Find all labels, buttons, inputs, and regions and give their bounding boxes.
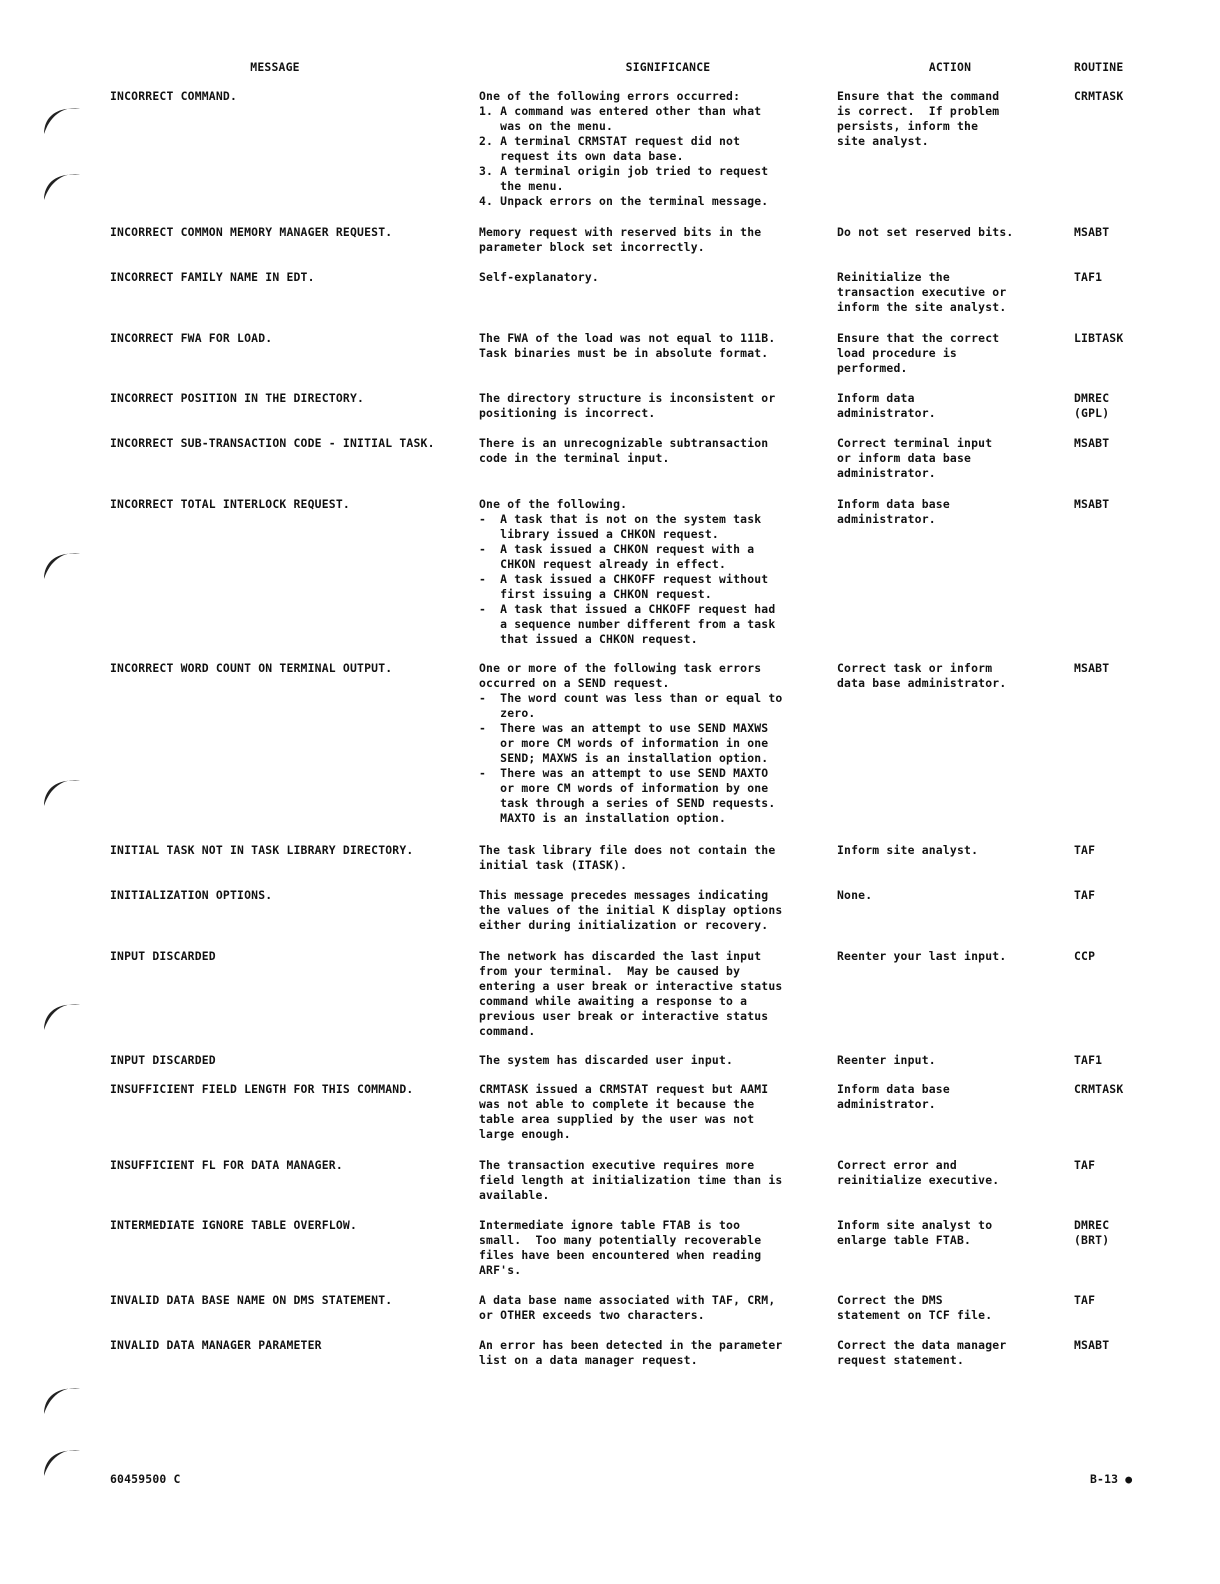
message-cell: INCORRECT POSITION IN THE DIRECTORY. [110,391,365,405]
action-cell: Correct task or inform data base administrator. [837,661,1007,690]
routine-cell: DMREC (GPL) [1074,391,1110,420]
routine-cell: TAF [1074,1158,1096,1172]
action-cell: Correct terminal input or inform data base administrator. [837,436,993,480]
action-cell: Correct the data manager request statement. [837,1338,1007,1367]
action-cell: Reenter input. [837,1053,936,1067]
routine-cell: MSABT [1074,225,1110,239]
message-cell: INCORRECT COMMON MEMORY MANAGER REQUEST. [110,225,393,239]
routine-cell: MSABT [1074,497,1110,511]
message-cell: INITIALIZATION OPTIONS. [110,888,273,902]
header-action: ACTION [928,60,972,74]
message-cell: INITIAL TASK NOT IN TASK LIBRARY DIRECTORY. [110,843,414,857]
significance-cell: The task library file does not contain the initial task (ITASK). [479,843,776,872]
punch-hole-mark-icon [40,1442,82,1480]
significance-cell: Memory request with reserved bits in the parameter block set incorrectly. [479,225,762,254]
significance-cell: The network has discarded the last input from your terminal. May be caused by entering a user break or interactive status command while awaiting a response to a previous user break or interactive status command. [479,949,783,1038]
message-cell: INPUT DISCARDED [110,1053,216,1067]
routine-cell: CRMTASK [1074,1082,1124,1096]
page-number: B-13 ● [1090,1472,1133,1486]
action-cell: Inform site analyst. [837,843,979,857]
action-cell: Inform data base administrator. [837,1082,950,1111]
action-cell: Reinitialize the transaction executive or inform the site analyst. [837,270,1007,314]
action-cell: Inform site analyst to enlarge table FTAB. [837,1218,993,1247]
punch-hole-mark-icon [40,166,82,204]
punch-hole-mark-icon [40,772,82,810]
significance-cell: The directory structure is inconsistent or positioning is incorrect. [479,391,776,420]
significance-cell: The system has discarded user input. [479,1053,734,1067]
routine-cell: CRMTASK [1074,89,1124,103]
header-routine: ROUTINE [1074,60,1124,74]
action-cell: Correct the DMS statement on TCF file. [837,1293,993,1322]
routine-cell: TAF1 [1074,270,1103,284]
significance-cell: One of the following. - A task that is not on the system task library issued a CHKON request. - A task issued a CHKON request with a CHKON request already in effect. - A task issued a CHKOFF request without first issuing a CHKON request. - A task that issued a CHKOFF request had a sequence number different from a task that issued a CHKON request. [479,497,776,646]
message-cell: INSUFFICIENT FL FOR DATA MANAGER. [110,1158,343,1172]
punch-hole-mark-icon [40,100,82,138]
action-cell: Reenter your last input. [837,949,1007,963]
routine-cell: TAF [1074,888,1096,902]
header-significance: SIGNIFICANCE [625,60,711,74]
punch-hole-mark-icon [40,1380,82,1418]
significance-cell: One or more of the following task errors occurred on a SEND request. - The word count was less than or equal to zero. - There was an attempt to use SEND MAXWS or more CM words of information in one SEND; MAXWS is an installation option. - There was an attempt to use SEND MAXTO or more CM words of information by one task through a series of SEND requests. MAXTO is an installation option. [479,661,783,825]
action-cell: Ensure that the command is correct. If problem persists, inform the site analyst. [837,89,1000,148]
routine-cell: LIBTASK [1074,331,1124,345]
header-message: MESSAGE [250,60,300,74]
significance-cell: The FWA of the load was not equal to 111B. Task binaries must be in absolute format. [479,331,776,360]
action-cell: None. [837,888,873,902]
significance-cell: Self-explanatory. [479,270,599,284]
routine-cell: MSABT [1074,1338,1110,1352]
routine-cell: TAF [1074,843,1096,857]
significance-cell: A data base name associated with TAF, CRM, or OTHER exceeds two characters. [479,1293,776,1322]
significance-cell: CRMTASK issued a CRMSTAT request but AAMI was not able to complete it because the table area supplied by the user was not large enough. [479,1082,769,1141]
action-cell: Correct error and reinitialize executive. [837,1158,1000,1187]
action-cell: Ensure that the correct load procedure is performed. [837,331,1000,375]
significance-cell: Intermediate ignore table FTAB is too small. Too many potentially recoverable files have been encountered when reading ARF's. [479,1218,762,1277]
message-cell: INSUFFICIENT FIELD LENGTH FOR THIS COMMAND. [110,1082,414,1096]
significance-cell: The transaction executive requires more field length at initialization time than is available. [479,1158,783,1202]
message-cell: INVALID DATA BASE NAME ON DMS STATEMENT. [110,1293,393,1307]
significance-cell: One of the following errors occurred: 1. A command was entered other than what was on the menu. 2. A terminal CRMSTAT request did not request its own data base. 3. A terminal origin job tried to request the menu. 4. Unpack errors on the terminal message. [479,89,769,208]
routine-cell: TAF1 [1074,1053,1103,1067]
message-cell: INCORRECT COMMAND. [110,89,238,103]
message-cell: INCORRECT SUB-TRANSACTION CODE - INITIAL TASK. [110,436,435,450]
action-cell: Inform data administrator. [837,391,936,420]
routine-cell: MSABT [1074,661,1110,675]
message-cell: INVALID DATA MANAGER PARAMETER [110,1338,322,1352]
significance-cell: An error has been detected in the parameter list on a data manager request. [479,1338,783,1367]
significance-cell: This message precedes messages indicating the values of the initial K display options either during initialization or recovery. [479,888,783,932]
action-cell: Do not set reserved bits. [837,225,1014,239]
routine-cell: CCP [1074,949,1096,963]
punch-hole-mark-icon [40,996,82,1034]
message-cell: INPUT DISCARDED [110,949,216,963]
message-cell: INCORRECT FWA FOR LOAD. [110,331,273,345]
message-cell: INCORRECT TOTAL INTERLOCK REQUEST. [110,497,350,511]
message-cell: INTERMEDIATE IGNORE TABLE OVERFLOW. [110,1218,358,1232]
routine-cell: DMREC (BRT) [1074,1218,1110,1247]
action-cell: Inform data base administrator. [837,497,950,526]
routine-cell: TAF [1074,1293,1096,1307]
significance-cell: There is an unrecognizable subtransaction code in the terminal input. [479,436,769,465]
message-cell: INCORRECT WORD COUNT ON TERMINAL OUTPUT. [110,661,393,675]
punch-hole-mark-icon [40,545,82,583]
document-number: 60459500 C [110,1472,181,1486]
routine-cell: MSABT [1074,436,1110,450]
message-cell: INCORRECT FAMILY NAME IN EDT. [110,270,315,284]
